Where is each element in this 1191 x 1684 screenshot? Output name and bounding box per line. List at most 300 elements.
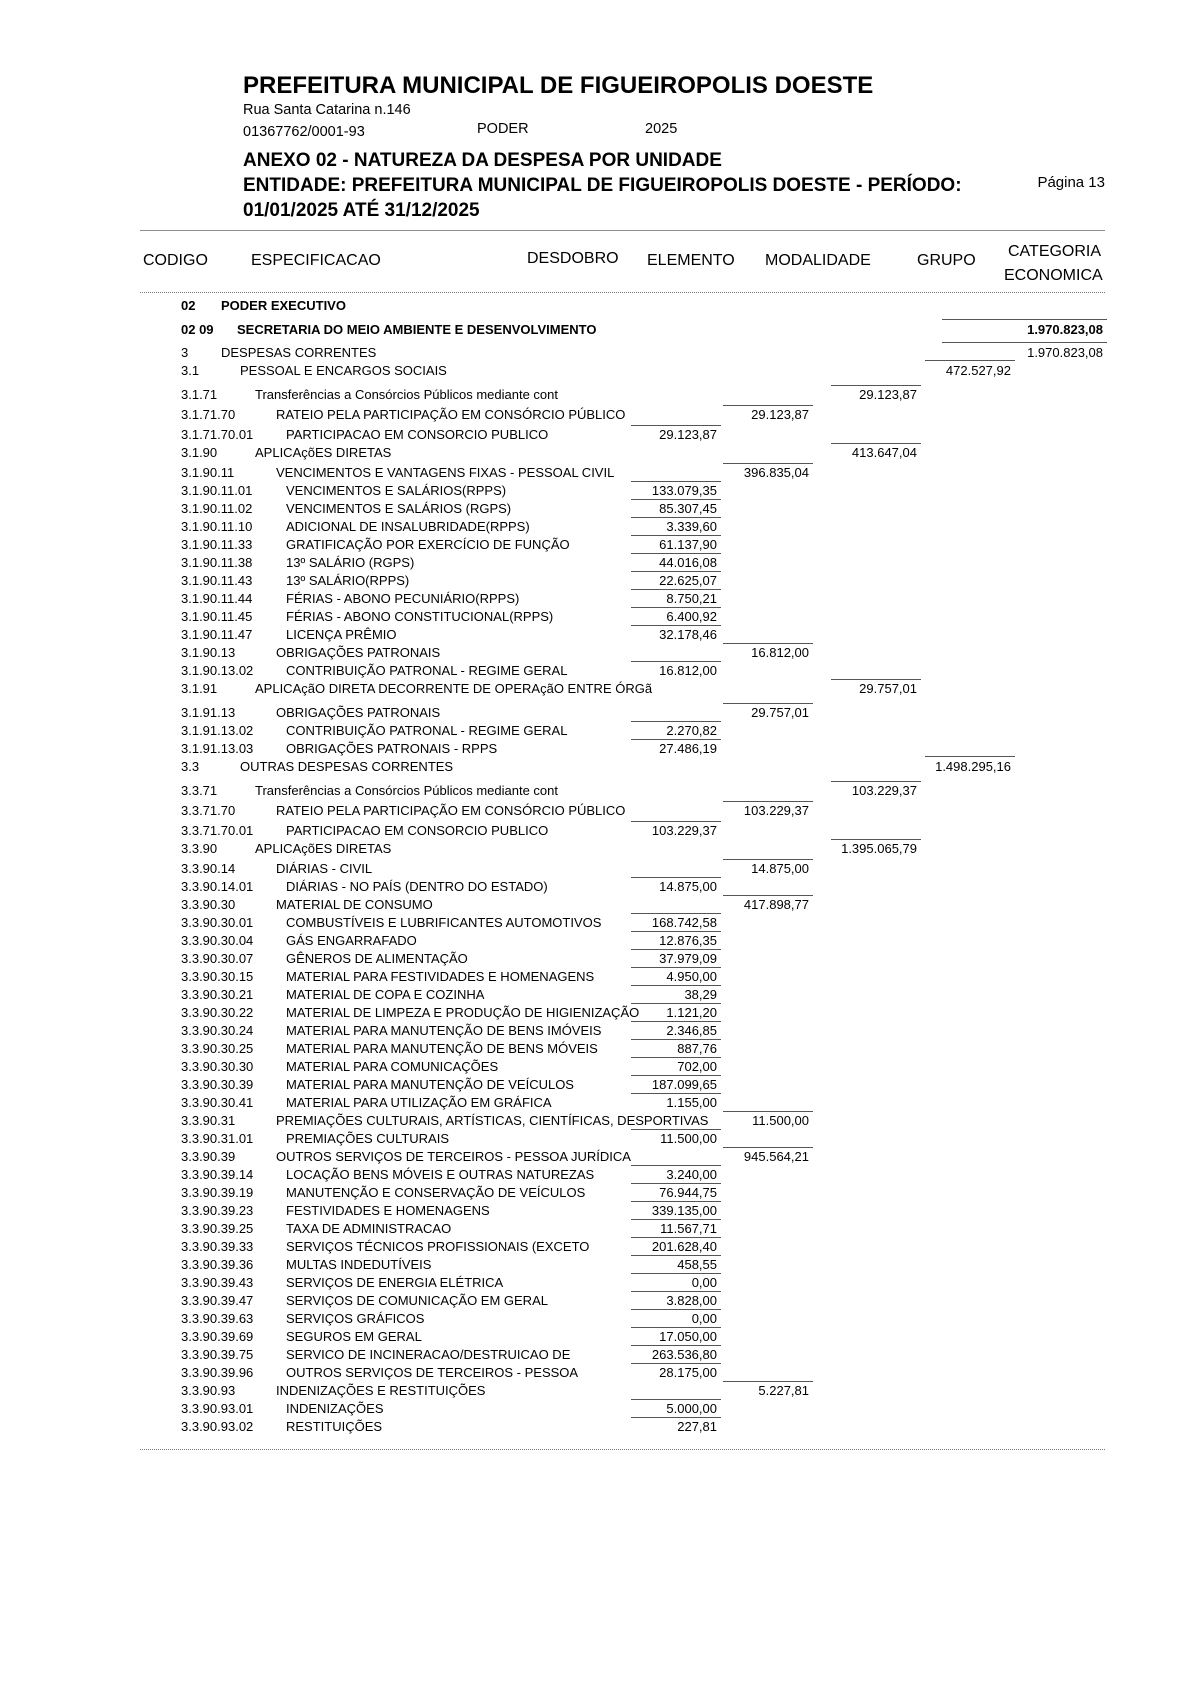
row-code: 3.3.90.93.02: [181, 1419, 254, 1434]
row-description: INDENIZAÇÕES E RESTITUIÇÕES: [276, 1383, 486, 1398]
row-code: 3.1.71: [181, 387, 218, 402]
row-description: PODER EXECUTIVO: [221, 298, 346, 313]
table-row: [0, 1077, 1191, 1095]
row-description: MATERIAL PARA MANUTENÇÃO DE VEÍCULOS: [286, 1077, 574, 1092]
row-value-elem: 14.875,00: [751, 861, 809, 876]
table-row: [0, 555, 1191, 573]
row-value-desd: 1.155,00: [666, 1095, 717, 1110]
address: Rua Santa Catarina n.146: [243, 102, 411, 118]
table-row: [0, 591, 1191, 609]
row-code: 3: [181, 345, 189, 360]
table-row: [0, 897, 1191, 915]
row-code: 3.1.91.13.03: [181, 741, 254, 756]
subtotal-rule: [631, 553, 721, 554]
subtotal-rule: [723, 703, 813, 704]
row-code: 3.3.90.39.63: [181, 1311, 254, 1326]
table-row: [0, 465, 1191, 483]
row-description: APLICAçõES DIRETAS: [255, 445, 392, 460]
row-value-desd: 1.121,20: [666, 1005, 717, 1020]
subtotal-rule: [831, 679, 921, 680]
row-value-mod: 29.757,01: [859, 681, 917, 696]
row-description: MATERIAL PARA COMUNICAÇÕES: [286, 1059, 499, 1074]
row-value-desd: 702,00: [677, 1059, 717, 1074]
subtotal-rule: [831, 385, 921, 386]
subtotal-rule: [631, 499, 721, 500]
entity-line-2: 01/01/2025 ATÉ 31/12/2025: [243, 200, 480, 221]
row-description: FÉRIAS - ABONO PECUNIÁRIO(RPPS): [286, 591, 520, 606]
table-row: [0, 363, 1191, 381]
table-row: [0, 1275, 1191, 1293]
col-codigo: CODIGO: [143, 252, 208, 269]
row-description: 13º SALÁRIO(RPPS): [286, 573, 410, 588]
table-row: [0, 1401, 1191, 1419]
row-description: LOCAÇÃO BENS MÓVEIS E OUTRAS NATUREZAS: [286, 1167, 595, 1182]
row-code: 3.3.90.39.75: [181, 1347, 254, 1362]
row-code: 3.3.90.39.19: [181, 1185, 254, 1200]
table-row: [0, 1311, 1191, 1329]
table-row: [0, 1095, 1191, 1113]
row-code: 3.1.71.70: [181, 407, 236, 422]
row-description: MATERIAL DE CONSUMO: [276, 897, 433, 912]
subtotal-rule: [631, 1075, 721, 1076]
subtotal-rule: [631, 517, 721, 518]
annex-title: ANEXO 02 - NATUREZA DA DESPESA POR UNIDADE: [243, 150, 722, 171]
table-row: [0, 322, 1191, 340]
row-description: SERVIÇOS GRÁFICOS: [286, 1311, 425, 1326]
col-elemento: ELEMENTO: [647, 252, 735, 269]
table-row: [0, 1185, 1191, 1203]
subtotal-rule: [631, 1273, 721, 1274]
subtotal-rule: [723, 895, 813, 896]
row-value-elem: 16.812,00: [751, 645, 809, 660]
row-value-desd: 187.099,65: [651, 1077, 717, 1092]
row-description: MATERIAL DE LIMPEZA E PRODUÇÃO DE HIGIENIZAÇÃO: [286, 1005, 640, 1020]
table-row: [0, 987, 1191, 1005]
document-title: PREFEITURA MUNICIPAL DE FIGUEIROPOLIS DOESTE: [243, 72, 874, 99]
row-value-desd: 76.944,75: [659, 1185, 717, 1200]
table-row: [0, 645, 1191, 663]
row-code: 3.3.90.39.47: [181, 1293, 254, 1308]
row-description: Transferências a Consórcios Públicos mediante cont: [255, 783, 558, 798]
subtotal-rule: [723, 405, 813, 406]
row-code: 3.3.90.31.01: [181, 1131, 254, 1146]
row-code: 3.1.90: [181, 445, 218, 460]
row-code: 3.3.90.39.14: [181, 1167, 254, 1182]
row-value-desd: 22.625,07: [659, 573, 717, 588]
table-row: [0, 1059, 1191, 1077]
table-row: [0, 723, 1191, 741]
subtotal-rule: [631, 1003, 721, 1004]
row-value-desd: 32.178,46: [659, 627, 717, 642]
row-value-desd: 14.875,00: [659, 879, 717, 894]
row-code: 3.3.90.31: [181, 1113, 236, 1128]
table-row: [0, 427, 1191, 445]
row-code: 3.3.90.30.01: [181, 915, 254, 930]
row-code: 3.3.90.39.96: [181, 1365, 254, 1380]
row-description: ADICIONAL DE INSALUBRIDADE(RPPS): [286, 519, 530, 534]
row-code: 02 09: [181, 322, 214, 337]
row-code: 3.3.90.39: [181, 1149, 236, 1164]
row-code: 3.3.90.30.21: [181, 987, 254, 1002]
row-value-desd: 168.742,58: [651, 915, 717, 930]
row-code: 3.3.71.70: [181, 803, 236, 818]
table-bottom-rule: [140, 1449, 1105, 1450]
subtotal-rule: [631, 877, 721, 878]
row-description: MATERIAL PARA MANUTENÇÃO DE BENS MÓVEIS: [286, 1041, 598, 1056]
row-code: 3.3.90.39.43: [181, 1275, 254, 1290]
row-description: PARTICIPACAO EM CONSORCIO PUBLICO: [286, 823, 549, 838]
row-value-grupo: 1.498.295,16: [935, 759, 1011, 774]
subtotal-rule: [831, 839, 921, 840]
row-value-desd: 37.979,09: [659, 951, 717, 966]
row-description: OBRIGAÇÕES PATRONAIS: [276, 705, 441, 720]
row-code: 3.1.90.11.44: [181, 591, 253, 606]
subtotal-rule: [723, 1381, 813, 1382]
row-code: 3.1.91.13: [181, 705, 236, 720]
row-description: FESTIVIDADES E HOMENAGENS: [286, 1203, 490, 1218]
subtotal-rule: [925, 360, 1015, 361]
header-top-rule: [140, 230, 1105, 231]
table-row: [0, 537, 1191, 555]
row-code: 3.1.90.11.10: [181, 519, 253, 534]
row-value-desd: 3.339,60: [666, 519, 717, 534]
row-code: 3.3.90.30.25: [181, 1041, 254, 1056]
row-description: PARTICIPACAO EM CONSORCIO PUBLICO: [286, 427, 549, 442]
row-value-desd: 11.500,00: [660, 1131, 717, 1146]
subtotal-rule: [631, 949, 721, 950]
col-especificacao: ESPECIFICACAO: [251, 252, 381, 269]
row-code: 3.3.90.30.22: [181, 1005, 254, 1020]
row-code: 3.3.90.30.07: [181, 951, 254, 966]
row-description: SECRETARIA DO MEIO AMBIENTE E DESENVOLVIMENTO: [237, 322, 597, 337]
table-row: [0, 933, 1191, 951]
row-description: DIÁRIAS - NO PAÍS (DENTRO DO ESTADO): [286, 879, 548, 894]
row-description: PREMIAÇÕES CULTURAIS, ARTÍSTICAS, CIENTÍFICAS, DESPORTIVAS: [276, 1113, 709, 1128]
table-row: [0, 627, 1191, 645]
row-value-desd: 12.876,35: [659, 933, 717, 948]
row-description: SERVIÇOS TÉCNICOS PROFISSIONAIS (EXCETO: [286, 1239, 590, 1254]
row-value-desd: 6.400,92: [666, 609, 717, 624]
subtotal-rule: [631, 625, 721, 626]
table-row: [0, 1419, 1191, 1437]
row-code: 3.3.90.30.24: [181, 1023, 254, 1038]
row-value-elem: 29.757,01: [751, 705, 809, 720]
row-value-desd: 85.307,45: [659, 501, 717, 516]
row-code: 3.1.90.11.01: [181, 483, 253, 498]
row-description: OBRIGAÇÕES PATRONAIS: [276, 645, 441, 660]
row-code: 3.3.90.14: [181, 861, 236, 876]
table-row: [0, 573, 1191, 591]
poder-label: PODER: [477, 121, 529, 137]
row-code: 3.3.90.93: [181, 1383, 236, 1398]
col-modalidade: MODALIDADE: [765, 252, 871, 269]
row-description: MATERIAL PARA MANUTENÇÃO DE BENS IMÓVEIS: [286, 1023, 602, 1038]
table-row: [0, 823, 1191, 841]
year: 2025: [645, 121, 678, 137]
row-code: 3.3.90.30: [181, 897, 236, 912]
subtotal-rule: [723, 1111, 813, 1112]
table-row: [0, 1005, 1191, 1023]
header-bottom-rule: [140, 292, 1105, 293]
subtotal-rule: [631, 721, 721, 722]
subtotal-rule: [631, 1129, 721, 1130]
table-row: [0, 663, 1191, 681]
table-row: [0, 501, 1191, 519]
row-description: Transferências a Consórcios Públicos mediante cont: [255, 387, 558, 402]
table-row: [0, 1383, 1191, 1401]
row-code: 02: [181, 298, 196, 313]
row-value-mod: 103.229,37: [851, 783, 917, 798]
col-desdobro: DESDOBRO: [527, 250, 619, 267]
subtotal-rule: [631, 571, 721, 572]
subtotal-rule: [631, 1165, 721, 1166]
subtotal-rule: [831, 781, 921, 782]
subtotal-rule: [631, 1399, 721, 1400]
row-value-desd: 3.828,00: [666, 1293, 717, 1308]
row-value-desd: 38,29: [684, 987, 717, 1002]
row-value-mod: 29.123,87: [859, 387, 917, 402]
col-economica: ECONOMICA: [1004, 267, 1103, 284]
row-description: TAXA DE ADMINISTRACAO: [286, 1221, 452, 1236]
row-value-cat: 1.970.823,08: [1027, 345, 1103, 360]
table-row: [0, 803, 1191, 821]
col-grupo: GRUPO: [917, 252, 976, 269]
row-value-desd: 4.950,00: [666, 969, 717, 984]
table-row: [0, 1239, 1191, 1257]
table-row: [0, 1041, 1191, 1059]
table-row: [0, 841, 1191, 859]
row-value-desd: 458,55: [677, 1257, 717, 1272]
table-row: [0, 783, 1191, 801]
subtotal-rule: [631, 1183, 721, 1184]
table-row: [0, 483, 1191, 501]
row-description: VENCIMENTOS E SALÁRIOS(RPPS): [286, 483, 507, 498]
row-value-desd: 103.229,37: [651, 823, 717, 838]
entity-line-1: ENTIDADE: PREFEITURA MUNICIPAL DE FIGUEIROPOLIS DOESTE - PERÍODO:: [243, 175, 962, 196]
row-value-desd: 227,81: [677, 1419, 717, 1434]
subtotal-rule: [631, 1327, 721, 1328]
row-description: APLICAçõES DIRETAS: [255, 841, 392, 856]
table-row: [0, 407, 1191, 425]
row-description: CONTRIBUIÇÃO PATRONAL - REGIME GERAL: [286, 663, 568, 678]
row-code: 3.1.71.70.01: [181, 427, 254, 442]
table-row: [0, 1257, 1191, 1275]
row-description: MULTAS INDEDUTÍVEIS: [286, 1257, 432, 1272]
row-description: CONTRIBUIÇÃO PATRONAL - REGIME GERAL: [286, 723, 568, 738]
row-code: 3.1.90.11.38: [181, 555, 253, 570]
row-description: DIÁRIAS - CIVIL: [276, 861, 373, 876]
row-description: INDENIZAÇÕES: [286, 1401, 384, 1416]
row-value-grupo: 472.527,92: [945, 363, 1011, 378]
row-code: 3.1: [181, 363, 200, 378]
table-row: [0, 609, 1191, 627]
row-value-desd: 5.000,00: [666, 1401, 717, 1416]
table-row: [0, 387, 1191, 405]
table-row: [0, 1203, 1191, 1221]
row-description: 13º SALÁRIO (RGPS): [286, 555, 415, 570]
row-description: OUTROS SERVIÇOS DE TERCEIROS - PESSOA: [286, 1365, 579, 1380]
row-value-desd: 2.270,82: [666, 723, 717, 738]
row-value-elem: 11.500,00: [752, 1113, 809, 1128]
table-row: [0, 1293, 1191, 1311]
row-value-desd: 44.016,08: [659, 555, 717, 570]
row-description: OUTROS SERVIÇOS DE TERCEIROS - PESSOA JURÍDICA: [276, 1149, 631, 1164]
row-code: 3.1.91: [181, 681, 218, 696]
table-row: [0, 445, 1191, 463]
table-row: [0, 298, 1191, 316]
row-description: RATEIO PELA PARTICIPAÇÃO EM CONSÓRCIO PÚBLICO: [276, 407, 626, 422]
table-row: [0, 759, 1191, 777]
row-description: MATERIAL PARA UTILIZAÇÃO EM GRÁFICA: [286, 1095, 552, 1110]
table-row: [0, 1023, 1191, 1041]
subtotal-rule: [631, 1255, 721, 1256]
row-description: FÉRIAS - ABONO CONSTITUCIONAL(RPPS): [286, 609, 554, 624]
subtotal-rule: [942, 342, 1107, 343]
row-description: SERVICO DE INCINERACAO/DESTRUICAO DE: [286, 1347, 571, 1362]
row-description: MANUTENÇÃO E CONSERVAÇÃO DE VEÍCULOS: [286, 1185, 586, 1200]
row-value-desd: 17.050,00: [659, 1329, 717, 1344]
row-value-desd: 201.628,40: [651, 1239, 717, 1254]
row-value-desd: 28.175,00: [659, 1365, 717, 1380]
table-row: [0, 1167, 1191, 1185]
subtotal-rule: [631, 1309, 721, 1310]
row-code: 3.1.90.11.47: [181, 627, 253, 642]
row-code: 3.3.90.30.30: [181, 1059, 254, 1074]
row-description: PESSOAL E ENCARGOS SOCIAIS: [240, 363, 447, 378]
row-code: 3.3.90.39.23: [181, 1203, 254, 1218]
subtotal-rule: [631, 913, 721, 914]
table-row: [0, 705, 1191, 723]
table-row: [0, 1347, 1191, 1365]
row-value-mod: 1.395.065,79: [841, 841, 917, 856]
table-row: [0, 1365, 1191, 1383]
row-value-desd: 16.812,00: [659, 663, 717, 678]
row-description: MATERIAL DE COPA E COZINHA: [286, 987, 485, 1002]
row-value-elem: 945.564,21: [743, 1149, 809, 1164]
subtotal-rule: [631, 481, 721, 482]
subtotal-rule: [631, 589, 721, 590]
row-description: RATEIO PELA PARTICIPAÇÃO EM CONSÓRCIO PÚBLICO: [276, 803, 626, 818]
table-row: [0, 879, 1191, 897]
row-description: GÁS ENGARRAFADO: [286, 933, 417, 948]
row-code: 3.1.90.11.45: [181, 609, 253, 624]
cnpj: 01367762/0001-93: [243, 124, 365, 140]
subtotal-rule: [723, 643, 813, 644]
row-code: 3.3.71.70.01: [181, 823, 254, 838]
row-code: 3.1.90.13.02: [181, 663, 254, 678]
row-value-desd: 0,00: [691, 1275, 717, 1290]
table-row: [0, 1131, 1191, 1149]
row-value-desd: 61.137,90: [659, 537, 717, 552]
subtotal-rule: [631, 607, 721, 608]
row-code: 3.1.90.11.02: [181, 501, 253, 516]
row-code: 3.1.90.11.43: [181, 573, 253, 588]
row-value-elem: 396.835,04: [743, 465, 809, 480]
subtotal-rule: [631, 1291, 721, 1292]
row-value-desd: 8.750,21: [666, 591, 717, 606]
row-code: 3.3: [181, 759, 200, 774]
table-row: [0, 519, 1191, 537]
row-code: 3.3.90.30.39: [181, 1077, 254, 1092]
row-value-elem: 29.123,87: [751, 407, 809, 422]
subtotal-rule: [723, 859, 813, 860]
subtotal-rule: [723, 801, 813, 802]
row-value-desd: 27.486,19: [659, 741, 717, 756]
row-code: 3.3.90.93.01: [181, 1401, 254, 1416]
subtotal-rule: [631, 1345, 721, 1346]
row-code: 3.3.90.39.69: [181, 1329, 254, 1344]
row-code: 3.3.90.14.01: [181, 879, 254, 894]
row-description: PREMIAÇÕES CULTURAIS: [286, 1131, 450, 1146]
row-code: 3.3.90.39.33: [181, 1239, 254, 1254]
table-row: [0, 681, 1191, 699]
table-row: [0, 915, 1191, 933]
table-row: [0, 969, 1191, 987]
subtotal-rule: [831, 443, 921, 444]
row-description: VENCIMENTOS E SALÁRIOS (RGPS): [286, 501, 512, 516]
row-description: OUTRAS DESPESAS CORRENTES: [240, 759, 454, 774]
row-value-desd: 0,00: [691, 1311, 717, 1326]
subtotal-rule: [631, 425, 721, 426]
row-value-desd: 263.536,80: [651, 1347, 717, 1362]
row-value-desd: 133.079,35: [651, 483, 717, 498]
row-code: 3.3.90.30.04: [181, 933, 254, 948]
subtotal-rule: [631, 931, 721, 932]
col-categoria: CATEGORIA: [1008, 243, 1102, 260]
row-value-elem: 5.227,81: [758, 1383, 809, 1398]
table-row: [0, 1113, 1191, 1131]
subtotal-rule: [631, 1201, 721, 1202]
row-code: 3.1.90.11.33: [181, 537, 253, 552]
row-description: OBRIGAÇÕES PATRONAIS - RPPS: [286, 741, 498, 756]
subtotal-rule: [631, 821, 721, 822]
row-description: SEGUROS EM GERAL: [286, 1329, 422, 1344]
row-value-desd: 2.346,85: [666, 1023, 717, 1038]
row-code: 3.3.90.30.41: [181, 1095, 254, 1110]
row-code: 3.1.90.13: [181, 645, 236, 660]
row-code: 3.3.90.39.25: [181, 1221, 254, 1236]
subtotal-rule: [631, 739, 721, 740]
row-description: APLICAçãO DIRETA DECORRENTE DE OPERAçãO ENTRE ÓRGã: [255, 681, 653, 696]
row-description: COMBUSTÍVEIS E LUBRIFICANTES AUTOMOTIVOS: [286, 915, 602, 930]
row-description: RESTITUIÇÕES: [286, 1419, 383, 1434]
subtotal-rule: [631, 1057, 721, 1058]
subtotal-rule: [631, 1039, 721, 1040]
row-description: VENCIMENTOS E VANTAGENS FIXAS - PESSOAL CIVIL: [276, 465, 615, 480]
row-code: 3.3.90.30.15: [181, 969, 254, 984]
table-row: [0, 951, 1191, 969]
subtotal-rule: [631, 1219, 721, 1220]
page-number: Página 13: [1037, 174, 1105, 191]
subtotal-rule: [631, 1363, 721, 1364]
table-row: [0, 1149, 1191, 1167]
subtotal-rule: [631, 985, 721, 986]
subtotal-rule: [631, 1093, 721, 1094]
row-description: LICENÇA PRÊMIO: [286, 627, 397, 642]
row-value-desd: 11.567,71: [660, 1221, 717, 1236]
row-description: GÊNEROS DE ALIMENTAÇÃO: [286, 951, 468, 966]
row-value-desd: 29.123,87: [659, 427, 717, 442]
subtotal-rule: [723, 1147, 813, 1148]
row-value-cat: 1.970.823,08: [1027, 322, 1103, 337]
subtotal-rule: [631, 1021, 721, 1022]
subtotal-rule: [631, 535, 721, 536]
subtotal-rule: [631, 1237, 721, 1238]
row-value-elem: 417.898,77: [743, 897, 809, 912]
row-value-desd: 339.135,00: [651, 1203, 717, 1218]
subtotal-rule: [631, 967, 721, 968]
row-value-mod: 413.647,04: [851, 445, 917, 460]
